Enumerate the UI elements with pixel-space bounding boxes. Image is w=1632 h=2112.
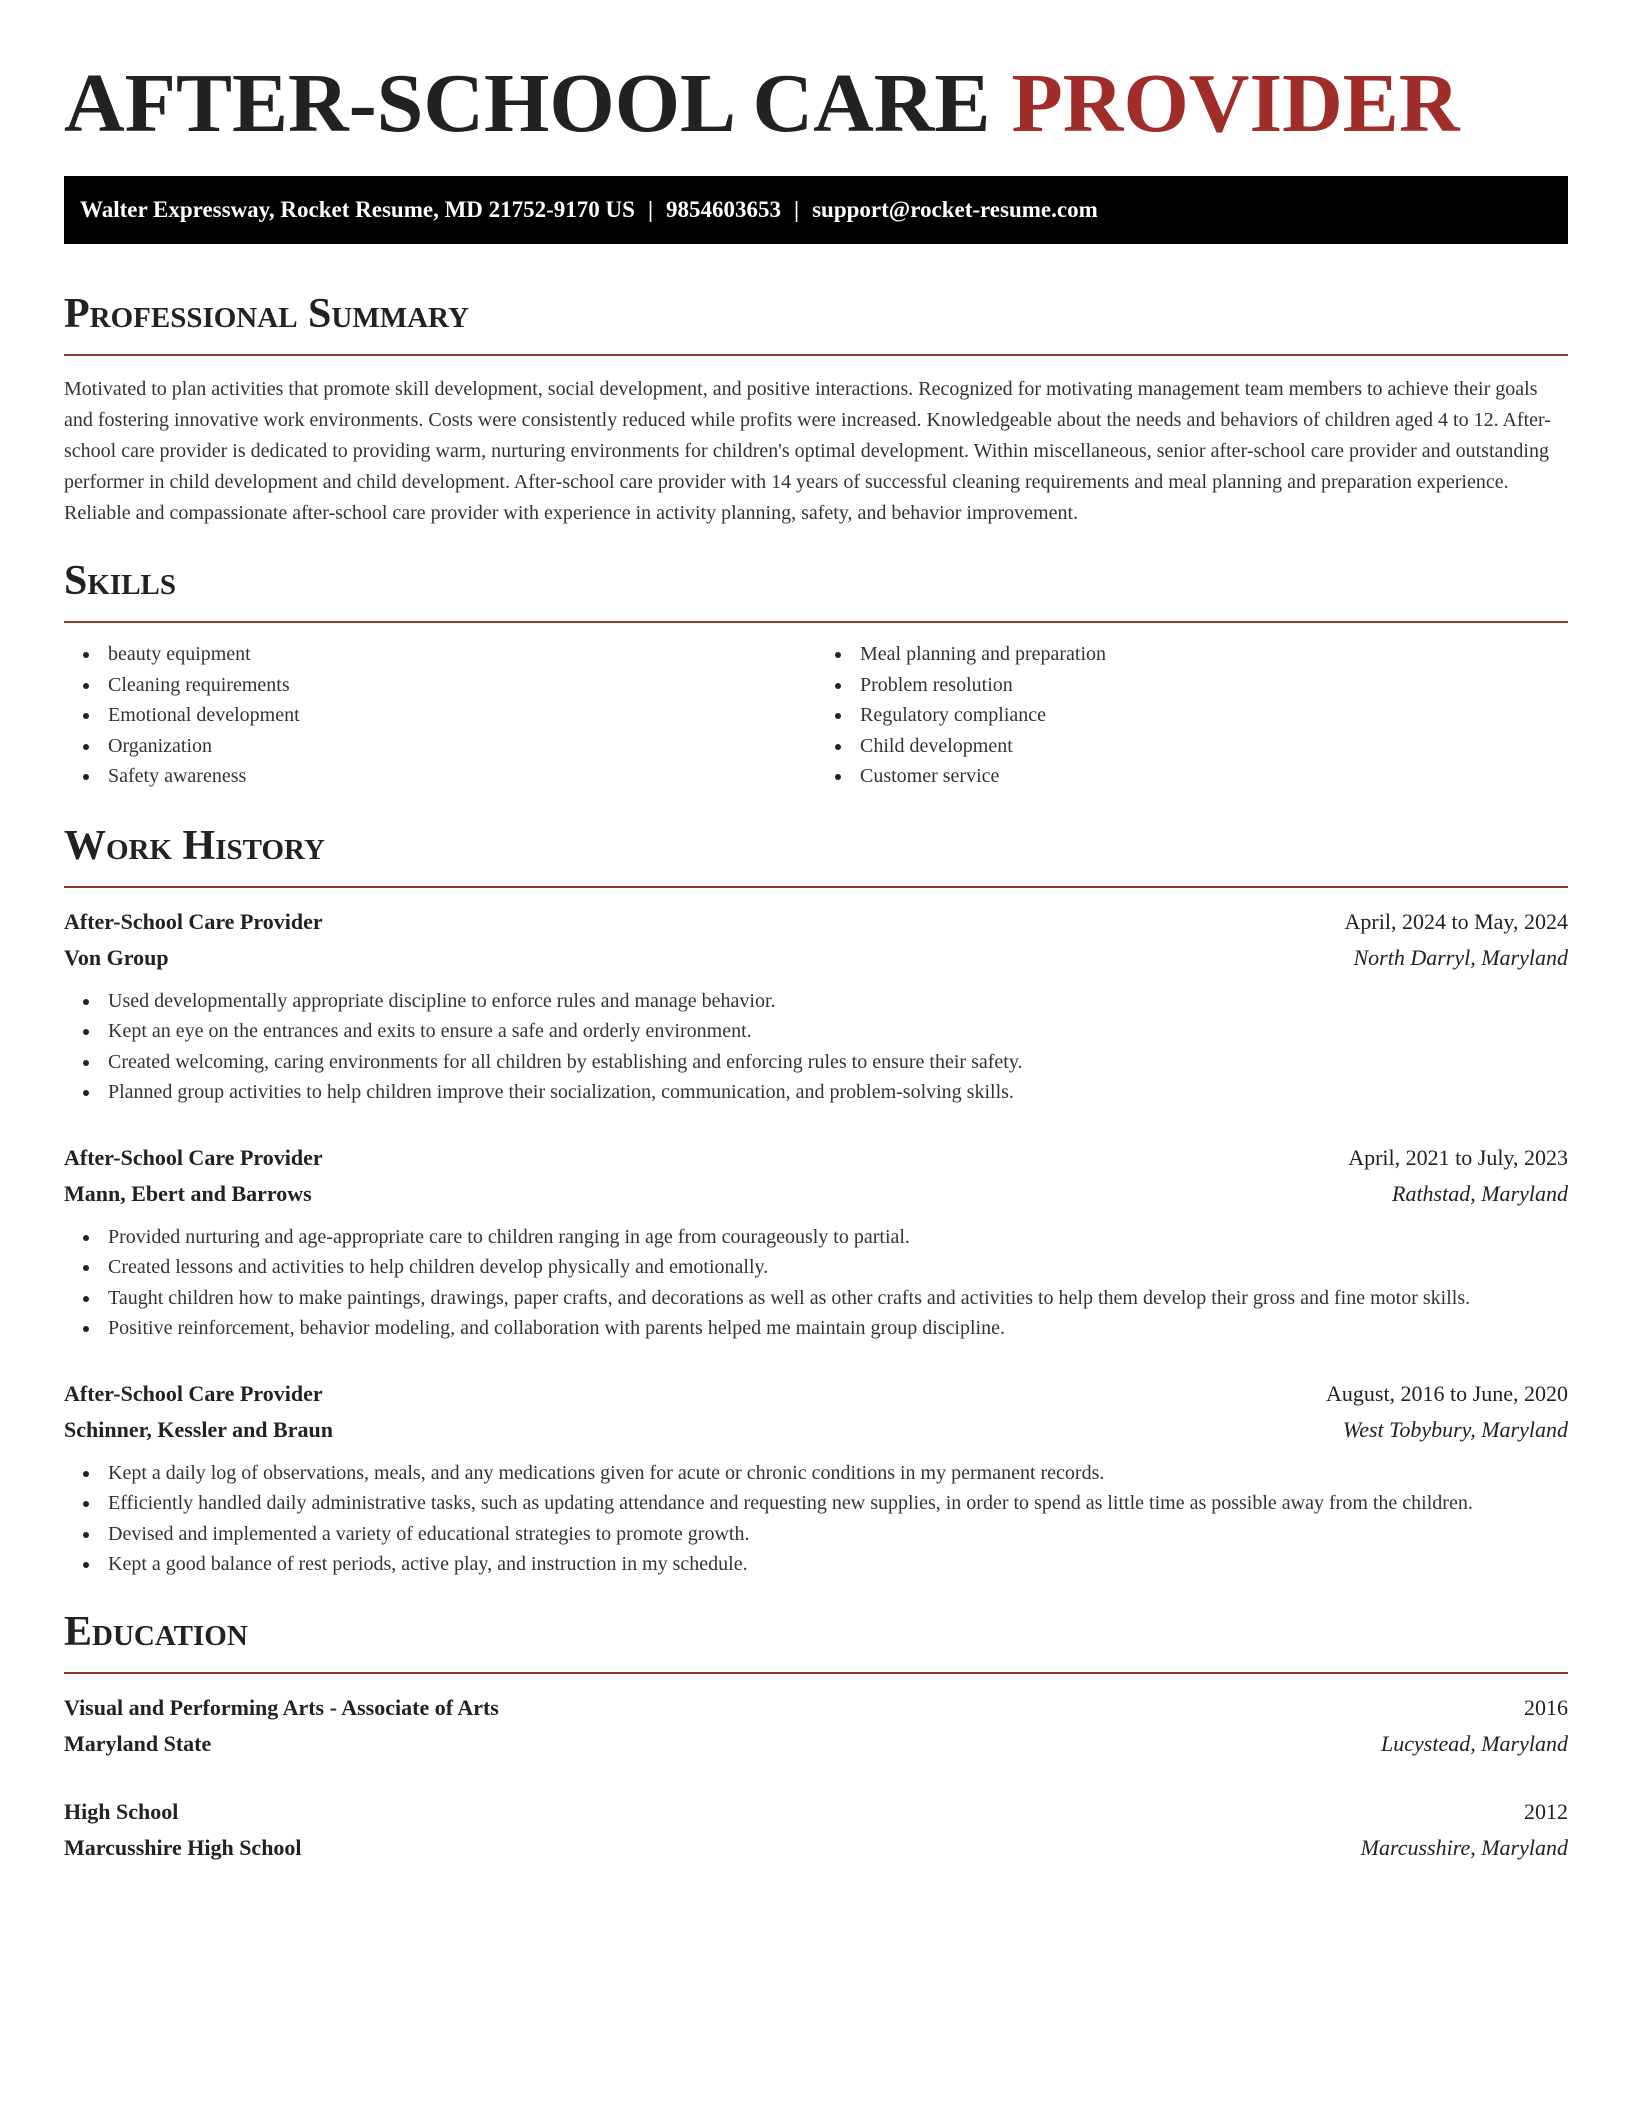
job-bullet: Created lessons and activities to help children develop physically and emotionally. [108,1252,1568,1283]
education-school: Maryland State [64,1730,212,1756]
job-bullet: Kept a daily log of observations, meals, and any medications given for acute or chronic conditions in my permanent records. [108,1458,1568,1489]
job-bullets [64,1458,1568,1580]
job-entry [64,1140,1568,1344]
summary-section [64,288,1568,529]
name-last: PROVIDER [1011,57,1460,150]
job-location: Rathstad, Maryland [1392,1180,1568,1206]
job-dates: April, 2021 to July, 2023 [1348,1144,1568,1170]
job-bullets [64,1222,1568,1344]
candidate-name [64,56,1568,152]
skill-item: Customer service [860,761,1568,792]
education-location: Lucystead, Maryland [1381,1730,1568,1756]
job-bullet: Efficiently handled daily administrative tasks, such as updating attendance and requesting new supplies, in order to spend as little time as possible away from the children. [108,1488,1568,1519]
contact-email[interactable]: support@rocket-resume.com [812,197,1098,222]
contact-address: Walter Expressway, Rocket Resume, MD 21752-9170 US [80,197,635,222]
work-history-section [64,820,1568,1580]
job-entry [64,904,1568,1108]
job-subheader [64,1412,1568,1448]
education-degree: Visual and Performing Arts - Associate of Arts [64,1694,499,1720]
contact-separator: | [647,197,654,222]
skill-item: Meal planning and preparation [860,639,1568,670]
resume-page [64,56,1568,1866]
skills-column-left [64,639,816,792]
skill-item: Regulatory compliance [860,700,1568,731]
skill-item: Safety awareness [108,761,816,792]
job-dates: April, 2024 to May, 2024 [1344,908,1568,934]
education-school: Marcusshire High School [64,1834,302,1860]
skills-grid [64,639,1568,792]
contact-phone[interactable]: 9854603653 [666,197,782,222]
education-subheader [64,1726,1568,1762]
section-title-summary: Professional Summary [64,291,469,337]
job-header [64,904,1568,940]
section-title-skills: Skills [64,558,177,604]
skill-item: beauty equipment [108,639,816,670]
job-location: West Tobybury, Maryland [1342,1416,1568,1442]
section-title-work-history: Work History [64,822,325,869]
skill-item: Problem resolution [860,670,1568,701]
job-bullet: Created welcoming, caring environments for all children by establishing and enforcing rules to ensure their safety. [108,1047,1568,1078]
name-first: AFTER-SCHOOL CARE [64,57,991,150]
section-divider [64,621,1568,623]
job-bullet: Taught children how to make paintings, drawings, paper crafts, and decorations as well as other crafts and activities to help them develop their gross and fine motor skills. [108,1283,1568,1314]
section-divider [64,886,1568,888]
skill-item: Organization [108,731,816,762]
job-bullet: Positive reinforcement, behavior modeling, and collaboration with parents helped me maintain group discipline. [108,1313,1568,1344]
education-section [64,1606,1568,1866]
job-company: Schinner, Kessler and Braun [64,1416,333,1442]
job-entry [64,1376,1568,1580]
contact-bar [64,176,1568,244]
job-subheader [64,1176,1568,1212]
skill-item: Cleaning requirements [108,670,816,701]
section-title-education: Education [64,1608,248,1655]
education-header [64,1794,1568,1830]
job-header [64,1140,1568,1176]
job-bullet: Kept an eye on the entrances and exits to ensure a safe and orderly environment. [108,1016,1568,1047]
job-title: After-School Care Provider [64,1380,323,1406]
job-company: Mann, Ebert and Barrows [64,1180,312,1206]
skills-section [64,555,1568,792]
job-bullet: Kept a good balance of rest periods, active play, and instruction in my schedule. [108,1549,1568,1580]
job-subheader [64,940,1568,976]
skills-column-right [816,639,1568,792]
skill-item: Child development [860,731,1568,762]
skill-item: Emotional development [108,700,816,731]
job-bullet: Used developmentally appropriate discipline to enforce rules and manage behavior. [108,986,1568,1017]
job-header [64,1376,1568,1412]
job-dates: August, 2016 to June, 2020 [1326,1380,1568,1406]
contact-separator: | [794,197,800,222]
job-location: North Darryl, Maryland [1353,944,1568,970]
job-bullets [64,986,1568,1108]
education-entry [64,1690,1568,1762]
job-company: Von Group [64,944,169,970]
education-degree: High School [64,1798,179,1824]
education-header [64,1690,1568,1726]
summary-text: Motivated to plan activities that promote skill development, social development, and positive interactions. Recognized for motivating management team members to achieve their goals and fostering innovative work environments. Costs were consistently reduced while profits were increased. Knowledgeable about the needs and behaviors of children aged 4 to 12. After-school care provider is dedicated to providing warm, nurturing environments for children's optimal development. Within miscellaneous, senior after-school care provider and outstanding performer in child development and child development. After-school care provider with 14 years of successful cleaning requirements and meal planning and preparation experience. Reliable and compassionate after-school care provider with experience in activity planning, safety, and behavior improvement. [64,378,1551,524]
job-title: After-School Care Provider [64,1144,323,1170]
education-subheader [64,1830,1568,1866]
education-entry [64,1794,1568,1866]
job-bullet: Planned group activities to help children improve their socialization, communication, and problem-solving skills. [108,1077,1568,1108]
job-title: After-School Care Provider [64,908,323,934]
education-year: 2012 [1524,1798,1568,1824]
section-divider [64,1672,1568,1674]
education-year: 2016 [1524,1694,1568,1720]
section-divider [64,354,1568,356]
education-location: Marcusshire, Maryland [1360,1834,1568,1860]
job-bullet: Provided nurturing and age-appropriate care to children ranging in age from courageously to partial. [108,1222,1568,1253]
job-bullet: Devised and implemented a variety of educational strategies to promote growth. [108,1519,1568,1550]
